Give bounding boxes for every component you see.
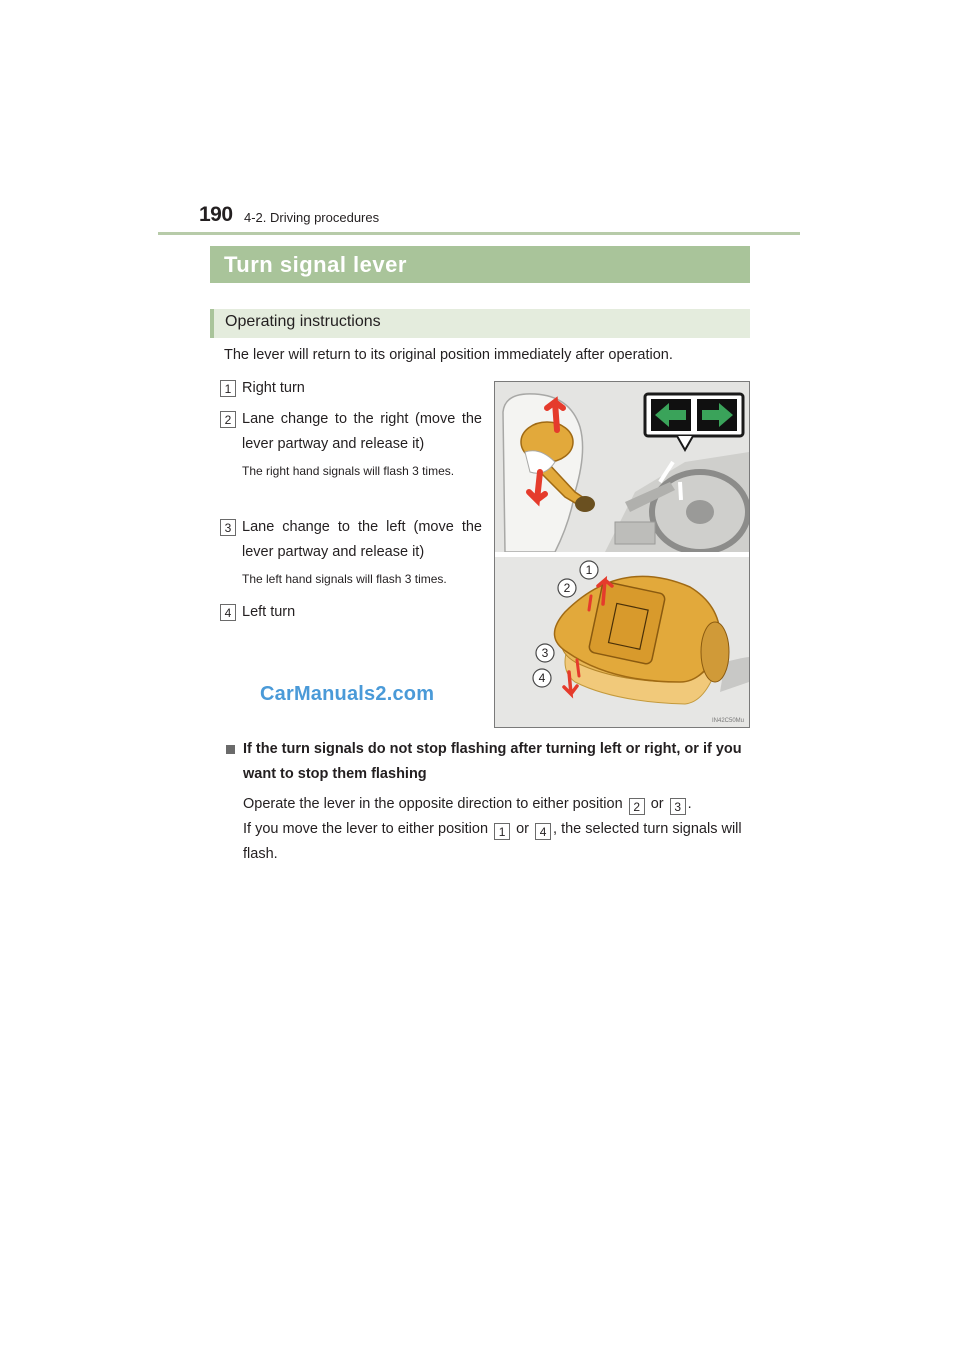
note-or: or bbox=[650, 796, 664, 812]
callout-2: 2 bbox=[563, 581, 571, 595]
note-text: If you move the lever to either position bbox=[243, 821, 489, 837]
note-heading-text: If the turn signals do not stop flashing after turning left or right, or if you want to stop them flashing bbox=[243, 741, 742, 782]
subsection-title-bar bbox=[210, 309, 750, 338]
section-title: Turn signal lever bbox=[224, 252, 407, 277]
header-rule bbox=[158, 232, 800, 235]
item-note: The right hand signals will flash 3 times. bbox=[242, 464, 455, 478]
item-label: Lane change to the left (move the lever partway and release it) bbox=[242, 519, 482, 560]
page-number: 190 bbox=[199, 203, 233, 226]
position-ref-4: 4 bbox=[535, 823, 551, 840]
lever-positions-panel bbox=[495, 557, 749, 727]
note-text: , the selected turn signals will flash. bbox=[243, 821, 742, 862]
position-ref-1: 1 bbox=[494, 823, 510, 840]
item-label: Right turn bbox=[242, 380, 305, 396]
callout-3: 3 bbox=[541, 646, 549, 660]
item-number-badge: 4 bbox=[220, 604, 236, 621]
section-reference: 4-2. Driving procedures bbox=[244, 210, 380, 225]
list-item-lane-change-right bbox=[220, 407, 482, 482]
list-item-lane-change-left bbox=[220, 515, 482, 590]
item-label: Left turn bbox=[242, 604, 296, 620]
position-ref-3: 3 bbox=[670, 798, 686, 815]
note-text: Operate the lever in the opposite direction to either position bbox=[243, 796, 623, 812]
item-number-badge: 1 bbox=[220, 380, 236, 397]
figure-code: IN42C50Mu bbox=[711, 718, 744, 724]
note-period: . bbox=[687, 796, 692, 812]
list-item-right-turn bbox=[220, 376, 482, 401]
item-number-badge: 2 bbox=[220, 411, 236, 428]
note-body bbox=[243, 792, 750, 867]
note-line-1 bbox=[243, 792, 750, 817]
square-bullet-icon bbox=[226, 745, 235, 754]
item-label: Lane change to the right (move the lever partway and release it) bbox=[242, 411, 482, 452]
callout-1: 1 bbox=[585, 563, 593, 577]
note-or: or bbox=[516, 821, 529, 837]
section-title-bar bbox=[210, 246, 750, 283]
list-item-left-turn bbox=[220, 600, 482, 625]
subsection-title: Operating instructions bbox=[225, 313, 381, 330]
item-note: The left hand signals will flash 3 times. bbox=[242, 572, 447, 586]
item-number-badge: 3 bbox=[220, 519, 236, 536]
position-ref-2: 2 bbox=[629, 798, 645, 815]
watermark: CarManuals2.com bbox=[260, 683, 435, 705]
intro-text: The lever will return to its original position immediately after operation. bbox=[224, 347, 673, 363]
note-line-2 bbox=[243, 817, 750, 867]
note-heading bbox=[226, 737, 750, 787]
turn-signal-illustration bbox=[495, 382, 749, 727]
turn-signal-figure bbox=[494, 381, 750, 728]
callout-4: 4 bbox=[538, 671, 546, 685]
